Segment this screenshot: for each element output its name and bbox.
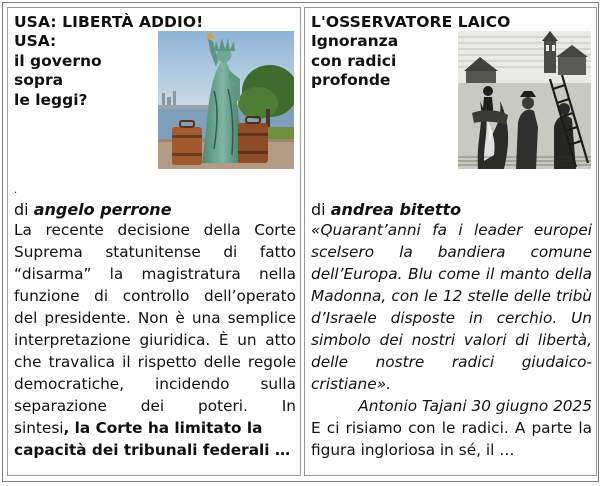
article-excerpt	[311, 219, 592, 461]
quote-line: simbolo dei nostri valori di libertà,	[311, 331, 592, 349]
excerpt-fragment: sintesi	[14, 419, 64, 437]
excerpt-line: funzione di controllo dell’operato	[14, 287, 296, 305]
article-headline[interactable]	[14, 32, 154, 110]
headline-line: le leggi?	[14, 90, 88, 109]
article-photo-engraving[interactable]	[458, 31, 591, 169]
article-excerpt	[14, 219, 296, 461]
excerpt-line: interpretazione giuridica. È un atto	[14, 331, 296, 349]
quote-line: scelsero la bandiera comune	[311, 243, 592, 261]
quote-line: cristiane».	[311, 375, 391, 393]
article-card-right[interactable]	[304, 7, 597, 476]
stray-mark: .	[14, 185, 18, 196]
section-kicker: USA: LIBERTÀ ADDIO!	[14, 13, 204, 31]
headline-line: il governo	[14, 51, 102, 70]
byline	[311, 200, 461, 219]
excerpt-bold-fragment: capacità dei tribunali federali …	[14, 441, 291, 459]
quote-line: Madonna, con le 12 stelle delle tribù	[311, 287, 592, 305]
excerpt-line: che travalica il rispetto delle regole	[14, 353, 296, 371]
author-name[interactable]: angelo perrone	[33, 200, 172, 219]
headline-line: con radici	[311, 51, 397, 70]
excerpt-line: Suprema statunitense di fatto	[14, 243, 296, 261]
article-headline[interactable]	[311, 32, 451, 91]
excerpt-line: “disarma” la magistratura nella	[14, 265, 296, 283]
quote-line: «Quarant’anni fa i leader europei	[311, 221, 592, 239]
excerpt-line: La recente decisione della Corte	[14, 221, 296, 239]
excerpt-line	[14, 439, 296, 461]
byline	[14, 200, 172, 219]
statue-of-liberty-with-suitcases-icon	[158, 31, 294, 169]
quote-line: delle nostre radici giudaico-	[311, 353, 592, 371]
quote-line: dell’Europa. Blu come il manto della	[311, 265, 592, 283]
excerpt-line: democratiche, incidendo sulla	[14, 375, 296, 393]
section-kicker: L'OSSERVATORE LAICO	[311, 13, 511, 31]
excerpt-bold-fragment: , la Corte ha limitato la	[63, 419, 263, 437]
article-card-left[interactable]	[7, 7, 301, 476]
headline-line: profonde	[311, 71, 391, 90]
excerpt-line	[14, 417, 296, 439]
article-photo-statue-of-liberty[interactable]	[158, 31, 294, 169]
headline-line: USA:	[14, 32, 57, 50]
quote-line: d’Israele disposte in cerchio. Un	[311, 309, 592, 327]
author-name[interactable]: andrea bitetto	[330, 200, 462, 219]
excerpt-line: separazione dei poteri. In	[14, 397, 296, 415]
newsletter-frame	[2, 2, 599, 482]
quote-attribution: Antonio Tajani 30 giugno 2025	[358, 397, 592, 415]
excerpt-line: figura ingloriosa in sé, il …	[311, 441, 515, 459]
excerpt-line: E ci risiamo con le radici. A parte la	[311, 419, 592, 437]
byline-prefix: di	[311, 200, 331, 219]
byline-prefix: di	[14, 200, 34, 219]
excerpt-line: del presidente. Non è una semplice	[14, 309, 296, 327]
engraving-witch-burning-icon	[458, 31, 591, 169]
headline-line: Ignoranza	[311, 32, 399, 50]
headline-line: sopra	[14, 71, 64, 90]
